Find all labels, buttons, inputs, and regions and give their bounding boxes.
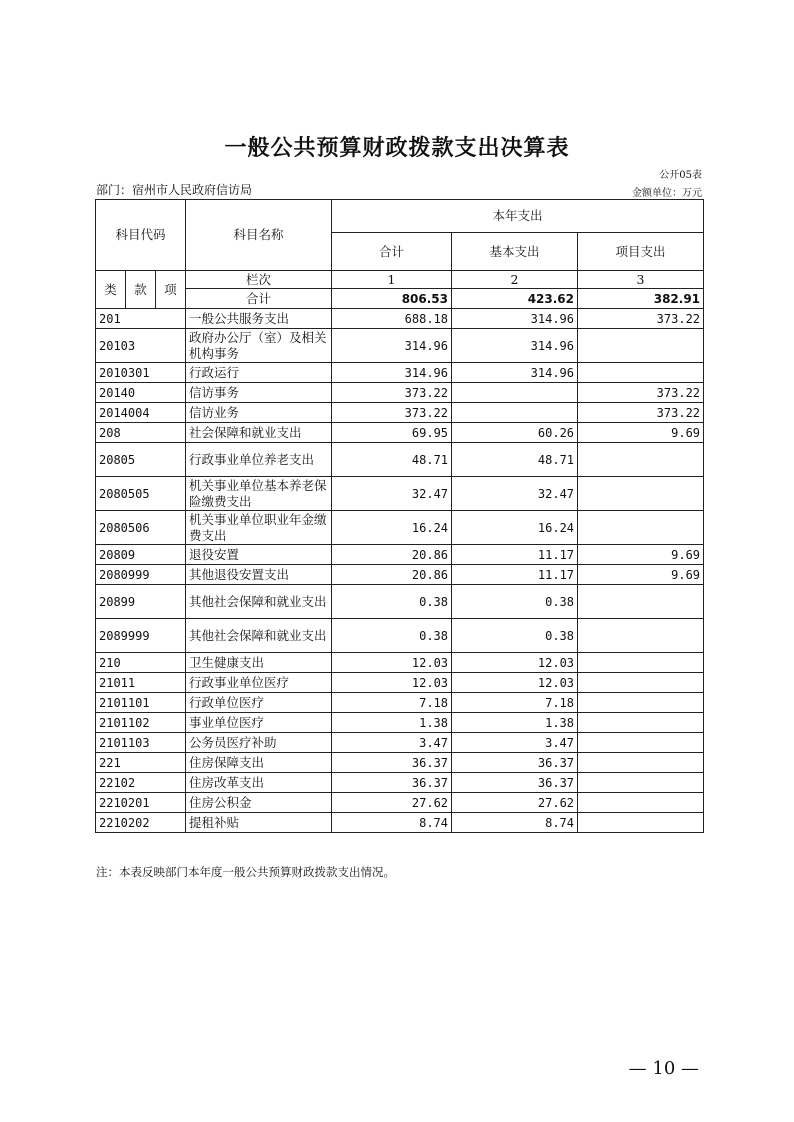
row-code: 210 [96,653,186,673]
table-row [96,565,704,585]
row-total: 12.03 [332,673,452,693]
row-name: 行政事业单位养老支出 [186,443,332,477]
row-basic: 314.96 [452,363,578,383]
row-name: 信访业务 [186,403,332,423]
row-name: 行政事业单位医疗 [186,673,332,693]
row-name: 其他社会保障和就业支出 [186,619,332,653]
header-name: 科目名称 [186,200,332,271]
row-name: 政府办公厅（室）及相关机构事务 [186,329,332,363]
row-basic: 0.38 [452,619,578,653]
sum-basic: 423.62 [452,289,578,309]
row-total: 12.03 [332,653,452,673]
row-total: 688.18 [332,309,452,329]
row-name: 行政单位医疗 [186,693,332,713]
row-code: 208 [96,423,186,443]
header-code: 科目代码 [96,200,186,271]
row-code: 2014004 [96,403,186,423]
row-name: 行政运行 [186,363,332,383]
row-basic: 16.24 [452,511,578,545]
row-basic: 7.18 [452,693,578,713]
table-row [96,773,704,793]
row-total: 20.86 [332,545,452,565]
row-name: 信访事务 [186,383,332,403]
row-code: 20809 [96,545,186,565]
row-code: 2080505 [96,477,186,511]
expenditure-table [95,199,704,833]
row-basic: 0.38 [452,585,578,619]
table-note: 注：本表反映部门本年度一般公共预算财政拨款支出情况。 [96,865,395,879]
row-name: 机关事业单位职业年金缴费支出 [186,511,332,545]
row-project [578,653,704,673]
row-project: 9.69 [578,423,704,443]
row-project [578,733,704,753]
row-code: 2010301 [96,363,186,383]
table-row [96,477,704,511]
row-basic [452,383,578,403]
row-basic: 314.96 [452,329,578,363]
header-project: 项目支出 [578,233,704,271]
sum-project: 382.91 [578,289,704,309]
row-code: 20103 [96,329,186,363]
row-basic: 27.62 [452,793,578,813]
row-project [578,753,704,773]
row-project [578,773,704,793]
row-project [578,793,704,813]
row-project [578,693,704,713]
row-total: 0.38 [332,619,452,653]
row-total: 1.38 [332,713,452,733]
row-basic: 314.96 [452,309,578,329]
row-name: 机关事业单位基本养老保险缴费支出 [186,477,332,511]
row-project [578,477,704,511]
page-title: 一般公共预算财政拨款支出决算表 [224,135,570,161]
row-project: 9.69 [578,565,704,585]
header-total: 合计 [332,233,452,271]
row-basic [452,403,578,423]
row-code: 2080506 [96,511,186,545]
row-name: 住房公积金 [186,793,332,813]
row-total: 373.22 [332,383,452,403]
row-name: 住房改革支出 [186,773,332,793]
row-total: 69.95 [332,423,452,443]
table-row [96,423,704,443]
table-row [96,713,704,733]
row-project: 373.22 [578,309,704,329]
row-basic: 36.37 [452,773,578,793]
row-name: 其他退役安置支出 [186,565,332,585]
column-index-label: 栏次 [186,271,332,289]
row-basic: 12.03 [452,653,578,673]
row-code: 21011 [96,673,186,693]
table-row [96,309,704,329]
row-basic: 11.17 [452,545,578,565]
row-basic: 3.47 [452,733,578,753]
sum-label: 合计 [186,289,332,309]
row-total: 20.86 [332,565,452,585]
row-total: 3.47 [332,733,452,753]
table-row [96,653,704,673]
row-name: 社会保障和就业支出 [186,423,332,443]
row-total: 0.38 [332,585,452,619]
row-code: 22102 [96,773,186,793]
row-basic: 1.38 [452,713,578,733]
table-row [96,511,704,545]
table-row [96,673,704,693]
row-basic: 60.26 [452,423,578,443]
row-code: 2101102 [96,713,186,733]
table-row [96,733,704,753]
sum-total: 806.53 [332,289,452,309]
row-project: 9.69 [578,545,704,565]
row-code: 2210202 [96,813,186,833]
row-total: 32.47 [332,477,452,511]
row-basic: 48.71 [452,443,578,477]
row-code: 221 [96,753,186,773]
row-basic: 32.47 [452,477,578,511]
header-basic: 基本支出 [452,233,578,271]
row-code: 20899 [96,585,186,619]
row-total: 16.24 [332,511,452,545]
row-total: 27.62 [332,793,452,813]
row-code: 2101103 [96,733,186,753]
row-code: 20140 [96,383,186,403]
row-code: 20805 [96,443,186,477]
header-current-year: 本年支出 [332,200,704,233]
table-row [96,753,704,773]
row-basic: 11.17 [452,565,578,585]
row-code: 201 [96,309,186,329]
column-index-2: 2 [452,271,578,289]
row-project [578,585,704,619]
row-total: 8.74 [332,813,452,833]
form-code: 公开05表 [659,170,702,181]
row-project [578,713,704,733]
row-project [578,673,704,693]
table-row [96,383,704,403]
table-row [96,443,704,477]
row-project: 373.22 [578,403,704,423]
table-row [96,545,704,565]
row-project [578,363,704,383]
row-basic: 12.03 [452,673,578,693]
header-kuan: 款 [126,271,156,309]
row-basic: 8.74 [452,813,578,833]
row-name: 卫生健康支出 [186,653,332,673]
row-project: 373.22 [578,383,704,403]
header-xiang: 项 [156,271,186,309]
table-row [96,363,704,383]
row-total: 36.37 [332,753,452,773]
row-code: 2089999 [96,619,186,653]
table-row [96,619,704,653]
department-label: 部门：宿州市人民政府信访局 [96,183,253,197]
row-project [578,619,704,653]
column-index-1: 1 [332,271,452,289]
table-row [96,403,704,423]
table-row [96,813,704,833]
row-total: 7.18 [332,693,452,713]
row-code: 2080999 [96,565,186,585]
table-row [96,329,704,363]
row-name: 公务员医疗补助 [186,733,332,753]
row-basic: 36.37 [452,753,578,773]
row-code: 2210201 [96,793,186,813]
page-number: — 10 — [628,1058,699,1079]
row-project [578,443,704,477]
row-name: 一般公共服务支出 [186,309,332,329]
row-total: 314.96 [332,329,452,363]
row-total: 48.71 [332,443,452,477]
column-index-3: 3 [578,271,704,289]
row-name: 其他社会保障和就业支出 [186,585,332,619]
row-project [578,813,704,833]
unit-label: 金额单位：万元 [632,188,702,199]
row-code: 2101101 [96,693,186,713]
table-row [96,585,704,619]
row-name: 提租补贴 [186,813,332,833]
row-name: 事业单位医疗 [186,713,332,733]
row-project [578,329,704,363]
row-total: 314.96 [332,363,452,383]
header-lei: 类 [96,271,126,309]
table-row [96,693,704,713]
row-total: 373.22 [332,403,452,423]
row-project [578,511,704,545]
table-row [96,793,704,813]
row-name: 住房保障支出 [186,753,332,773]
row-total: 36.37 [332,773,452,793]
row-name: 退役安置 [186,545,332,565]
